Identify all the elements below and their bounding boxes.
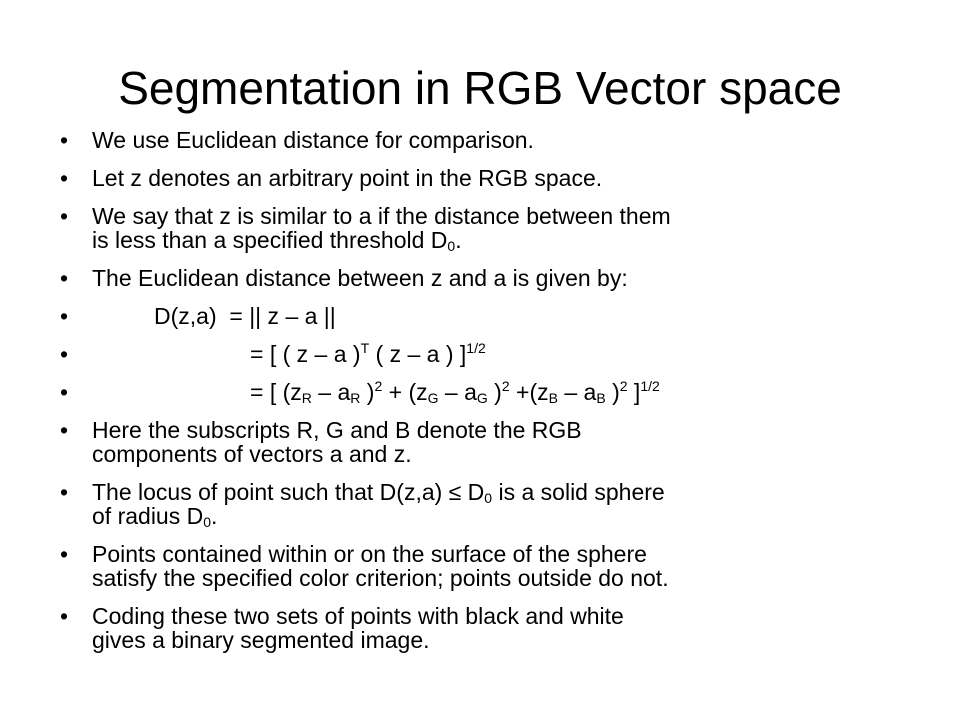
text-fragment: + (z (382, 379, 428, 405)
equation-line-3 (92, 379, 660, 405)
bullet-text (92, 417, 582, 467)
text-fragment: = [ ( z – a ) (250, 341, 361, 367)
text-fragment: The locus of point such that D(z,a) ≤ D (92, 479, 485, 505)
superscript: 2 (619, 378, 628, 394)
text-line: gives a binary segmented image. (92, 627, 430, 653)
subscript: R (301, 390, 312, 406)
text-fragment: . (211, 503, 218, 529)
subscript: 0 (203, 514, 212, 530)
superscript: 1/2 (466, 340, 486, 356)
bullet-text (92, 603, 624, 653)
list-item (60, 604, 940, 652)
slide-title: Segmentation in RGB Vector space (118, 62, 842, 114)
bullet-icon: • (60, 541, 69, 567)
equation-line-2 (92, 341, 486, 367)
text-line: components of vectors a and z. (92, 441, 412, 467)
bullet-icon: • (60, 127, 69, 153)
list-item (60, 128, 940, 152)
text-fragment: ] (627, 379, 641, 405)
subscript: R (350, 390, 361, 406)
text-fragment: ) (605, 379, 620, 405)
subscript: 0 (447, 238, 456, 254)
text-line: We say that z is similar to a if the distance between them (92, 203, 671, 229)
superscript: 2 (501, 378, 510, 394)
text-fragment: – a (311, 379, 351, 405)
superscript: 2 (374, 378, 383, 394)
bullet-text (92, 479, 665, 529)
bullet-icon: • (60, 479, 69, 505)
subscript: G (427, 390, 439, 406)
text-fragment: – a (557, 379, 597, 405)
text-fragment: ) (360, 379, 375, 405)
text-line: is less than a specified threshold D (92, 227, 448, 253)
bullet-text: We use Euclidean distance for comparison. (92, 127, 534, 153)
text-line: satisfy the specified color criterion; points outside do not. (92, 565, 669, 591)
text-fragment: – a (438, 379, 477, 405)
list-item (60, 418, 940, 466)
bullet-icon: • (60, 417, 69, 443)
list-item (60, 304, 940, 328)
text-line: Here the subscripts R, G and B denote the RGB (92, 417, 582, 443)
bullet-text (92, 203, 671, 253)
superscript: T (360, 340, 370, 356)
bullet-icon: • (60, 303, 69, 329)
text-fragment: is a solid sphere (492, 479, 665, 505)
subscript: B (596, 390, 606, 406)
bullet-icon: • (60, 165, 69, 191)
text-fragment: = [ (z (250, 379, 302, 405)
list-item (60, 204, 940, 252)
subscript: B (548, 390, 558, 406)
text-line: Coding these two sets of points with black and white (92, 603, 624, 629)
bullet-text (92, 541, 669, 591)
bullet-icon: • (60, 379, 69, 405)
subscript: 0 (484, 490, 493, 506)
text-fragment: ) (487, 379, 502, 405)
list-item (60, 166, 940, 190)
bullet-text: The Euclidean distance between z and a is given by: (92, 265, 628, 291)
text-fragment: ( z – a ) ] (369, 341, 467, 367)
list-item (60, 380, 940, 404)
text-line: Points contained within or on the surface of the sphere (92, 541, 647, 567)
superscript: 1/2 (640, 378, 660, 394)
bullet-icon: • (60, 203, 69, 229)
bullet-icon: • (60, 603, 69, 629)
bullet-text: Let z denotes an arbitrary point in the RGB space. (92, 165, 603, 191)
list-item (60, 266, 940, 290)
list-item (60, 342, 940, 366)
text-fragment: . (455, 227, 462, 253)
bullet-icon: • (60, 341, 69, 367)
equation-line-1: D(z,a) = || z – a || (154, 303, 336, 329)
list-item (60, 542, 940, 590)
list-item (60, 480, 940, 528)
subscript: G (476, 390, 488, 406)
bullet-icon: • (60, 265, 69, 291)
bullet-list (60, 128, 940, 666)
text-fragment: of radius D (92, 503, 204, 529)
text-fragment: +(z (509, 379, 549, 405)
